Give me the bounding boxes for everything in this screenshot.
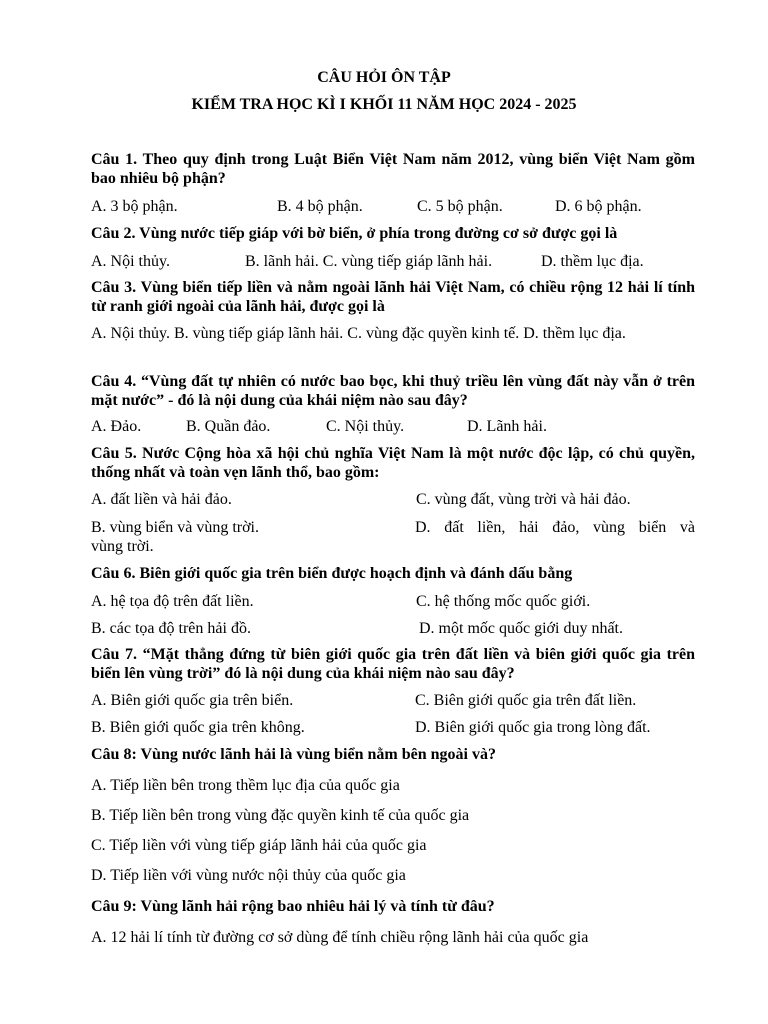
q6-option-b: B. các tọa độ trên hải đồ. (91, 620, 251, 637)
q4-option-a: A. Đảo. (91, 418, 142, 435)
question-2: Câu 2. Vùng nước tiếp giáp với bờ biển, ở phía trong đường cơ sở được gọi là (91, 225, 618, 242)
q6-option-a: A. hệ tọa độ trên đất liền. (91, 593, 254, 610)
q8-option-d: D. Tiếp liền với vùng nước nội thủy của quốc gia (91, 867, 406, 884)
q4-option-d: D. Lãnh hải. (467, 418, 547, 435)
q2-option-d: D. thềm lục địa. (541, 253, 644, 270)
question-9: Câu 9: Vùng lãnh hải rộng bao nhiêu hải lý và tính từ đâu? (91, 898, 495, 915)
q1-option-d: D. 6 bộ phận. (555, 198, 642, 215)
q9-option-a: A. 12 hải lí tính từ đường cơ sở dùng để tính chiều rộng lãnh hải của quốc gia (91, 929, 589, 946)
q4-option-c: C. Nội thủy. (326, 418, 405, 435)
q7-option-d: D. Biên giới quốc gia trong lòng đất. (415, 719, 651, 736)
question-3-options: A. Nội thủy. B. vùng tiếp giáp lãnh hải. C. vùng đặc quyền kinh tế. D. thềm lục địa. (91, 325, 626, 342)
q7-option-c: C. Biên giới quốc gia trên đất liền. (415, 692, 637, 709)
question-4: Câu 4. “Vùng đất tự nhiên có nước bao bọc, khi thuỷ triều lên vùng đất này vẫn ở trên mặt nước” - đó là nội dung của khái niệm nào sau đây? (91, 373, 695, 409)
q1-option-c: C. 5 bộ phận. (417, 198, 503, 215)
q5-option-d-line1 (415, 518, 695, 537)
q8-option-a: A. Tiếp liền bên trong thềm lục địa của quốc gia (91, 777, 400, 794)
q1-option-b: B. 4 bộ phận. (277, 198, 363, 215)
q6-option-c: C. hệ thống mốc quốc giới. (416, 593, 591, 610)
q5-option-d-text: D. đất liền, hải đảo, vùng biển và (415, 519, 695, 536)
q8-option-c: C. Tiếp liền với vùng tiếp giáp lãnh hải của quốc gia (91, 837, 427, 854)
q2-option-bc: B. lãnh hải. C. vùng tiếp giáp lãnh hải. (245, 253, 493, 270)
q7-option-a: A. Biên giới quốc gia trên biển. (91, 692, 294, 709)
document-title: CÂU HỎI ÔN TẬP (317, 69, 451, 86)
q4-option-b: B. Quần đảo. (186, 418, 271, 435)
question-8: Câu 8: Vùng nước lãnh hải là vùng biển nằm bên ngoài và? (91, 746, 496, 763)
q1-option-a: A. 3 bộ phận. (91, 198, 178, 215)
question-5: Câu 5. Nước Cộng hòa xã hội chủ nghĩa Việt Nam là một nước độc lập, có chủ quyền, thống nhất và toàn vẹn lãnh thổ, bao gồm: (91, 445, 695, 481)
q5-option-d-line2: vùng trời. (91, 538, 154, 555)
q5-option-b: B. vùng biển và vùng trời. (91, 519, 259, 536)
question-7: Câu 7. “Mặt thẳng đứng từ biên giới quốc gia trên đất liền và biên giới quốc gia trên biển lên vùng trời” đó là nội dung của khái niệm nào sau đây? (91, 646, 695, 682)
q6-option-d: D. một mốc quốc giới duy nhất. (419, 620, 623, 637)
q5-option-a: A. đất liền và hải đảo. (91, 491, 232, 508)
question-6: Câu 6. Biên giới quốc gia trên biển được hoạch định và đánh dấu bằng (91, 565, 573, 582)
q7-option-b: B. Biên giới quốc gia trên không. (91, 719, 305, 736)
question-1: Câu 1. Theo quy định trong Luật Biển Việt Nam năm 2012, vùng biển Việt Nam gồm bao nhiêu bộ phận? (91, 151, 695, 187)
q2-option-a: A. Nội thủy. (91, 253, 170, 270)
document-subtitle: KIỂM TRA HỌC KÌ I KHỐI 11 NĂM HỌC 2024 - 2025 (191, 96, 577, 113)
q8-option-b: B. Tiếp liền bên trong vùng đặc quyền kinh tế của quốc gia (91, 807, 470, 824)
q5-option-c: C. vùng đất, vùng trời và hải đảo. (416, 491, 631, 508)
question-3: Câu 3. Vùng biển tiếp liền và nằm ngoài lãnh hải Việt Nam, có chiều rộng 12 hải lí tính từ ranh giới ngoài của lãnh hải, được gọi là (91, 279, 695, 315)
